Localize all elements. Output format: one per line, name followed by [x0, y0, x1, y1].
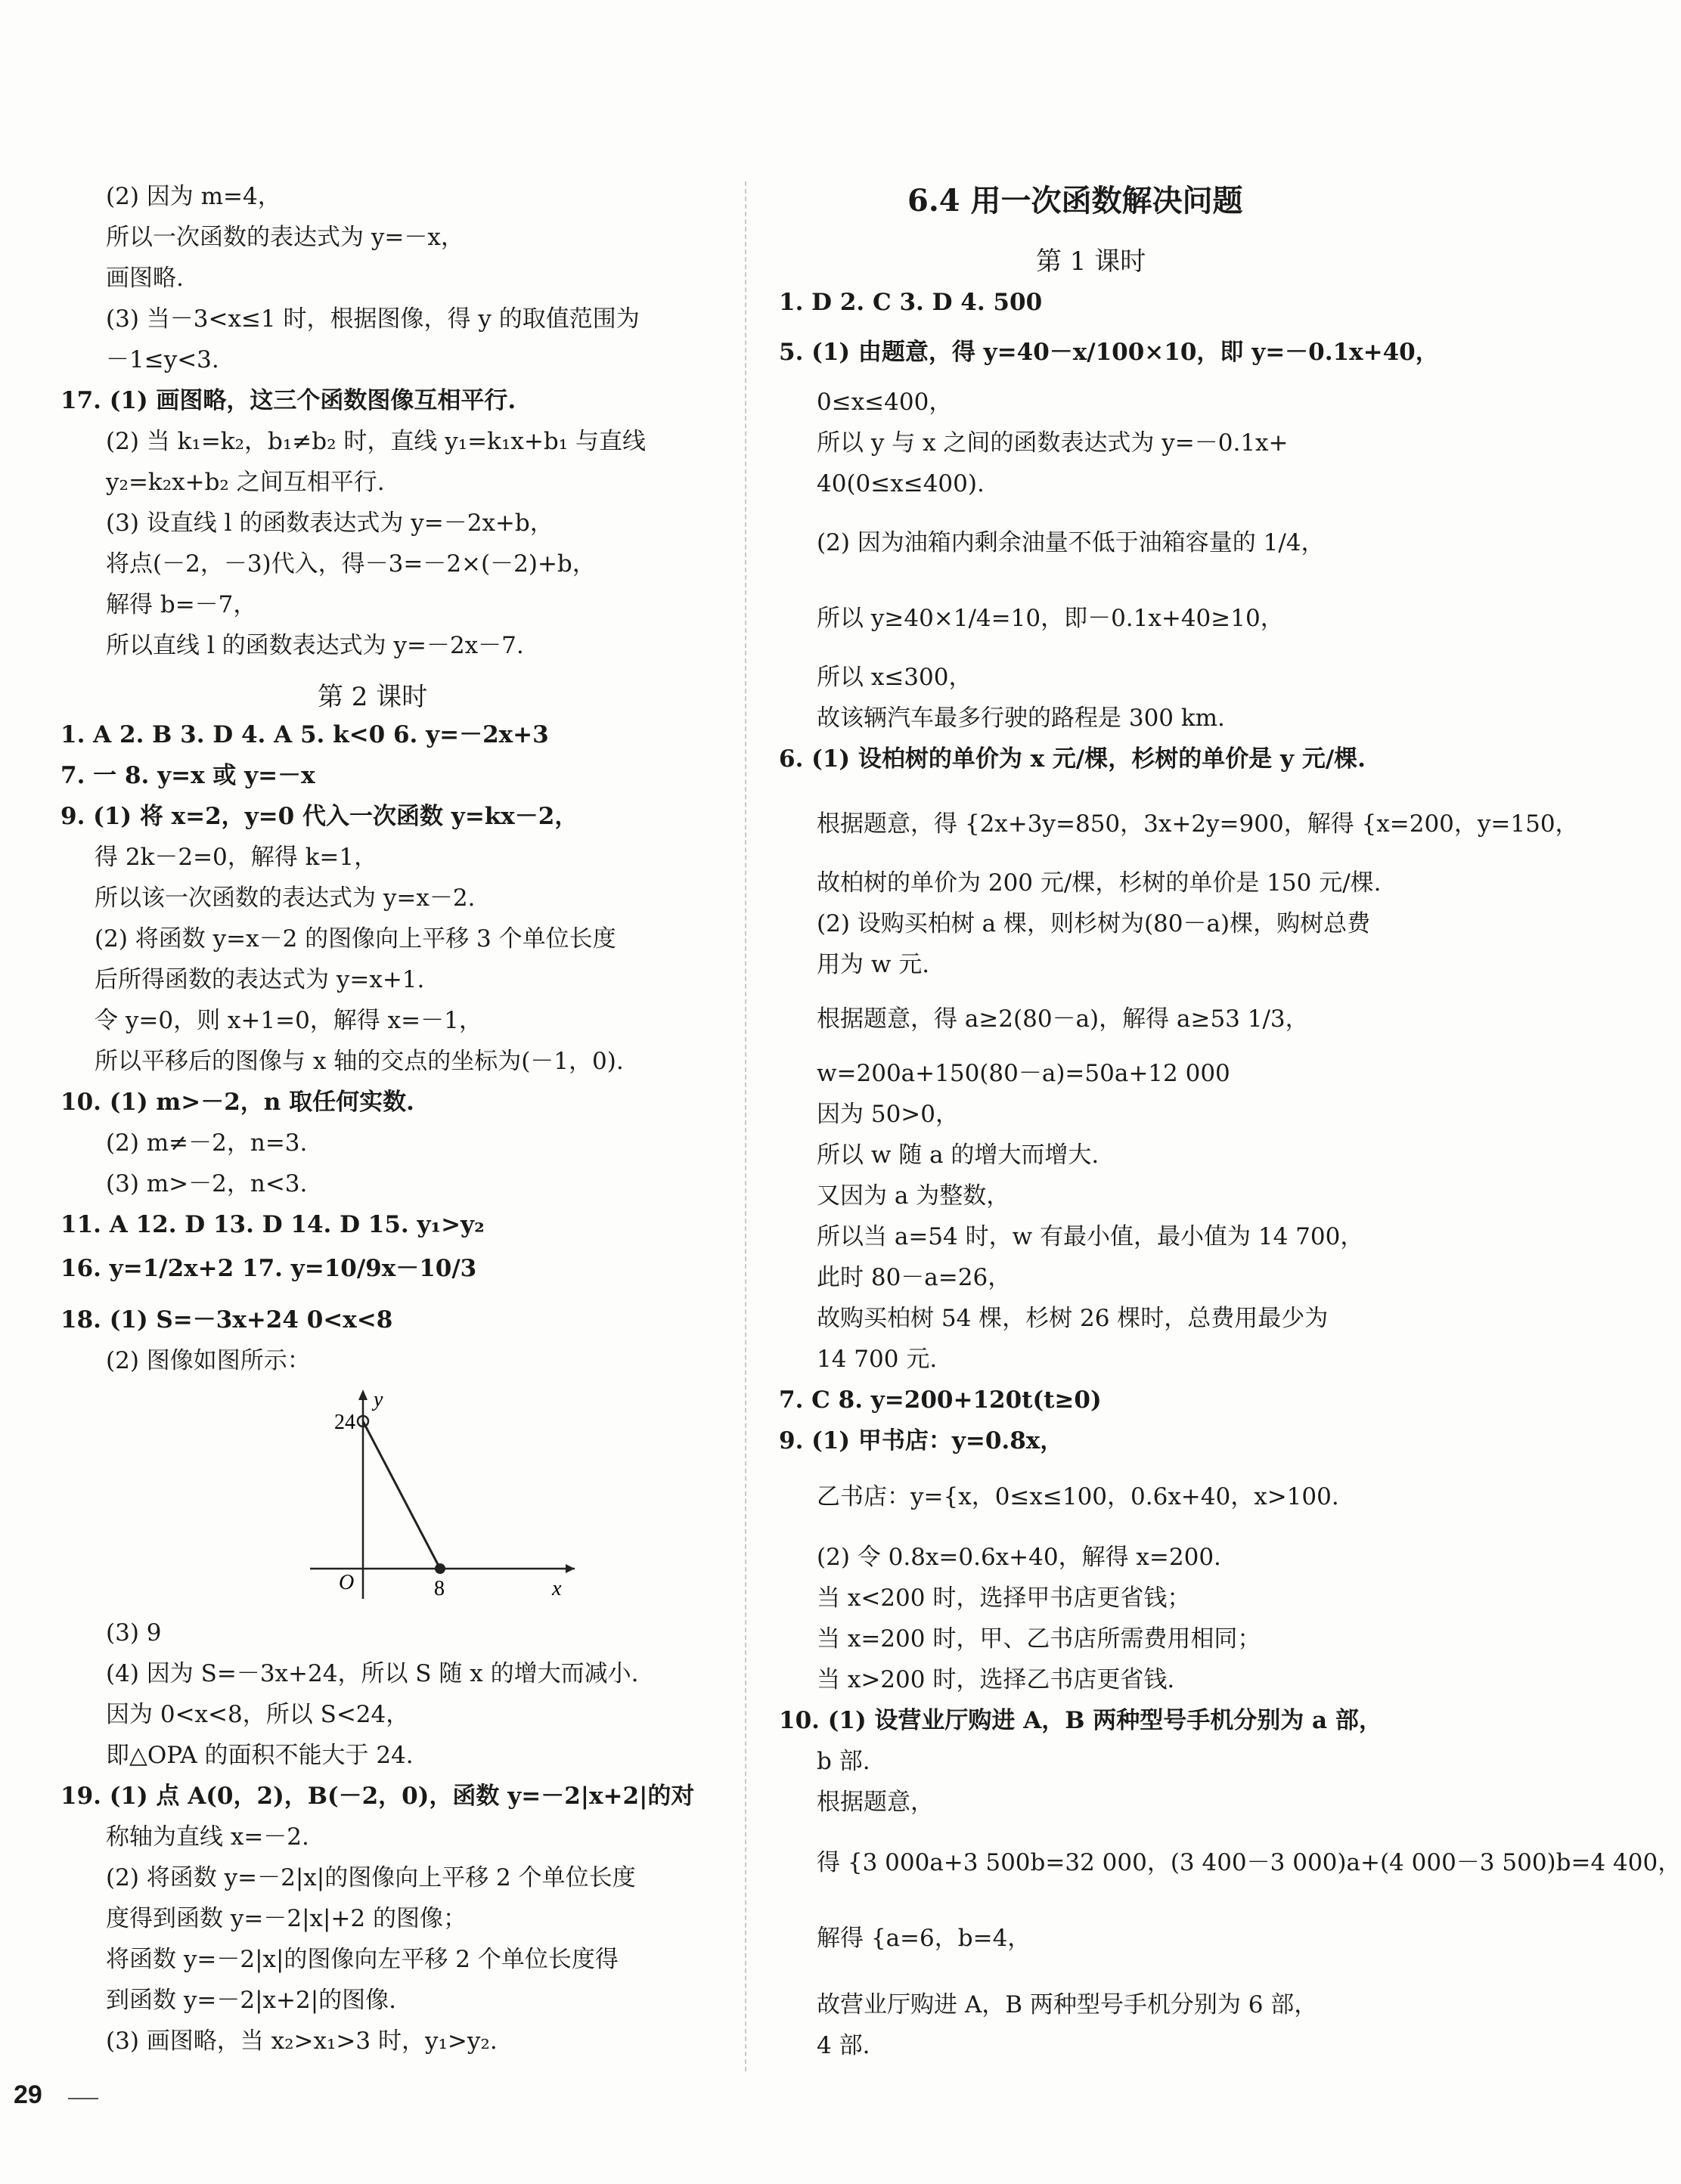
answer-line: 10. (1) m>－2，n 取任何实数. [60, 1089, 414, 1116]
origin-label: O [339, 1571, 355, 1594]
answer-line: (3) 当－3<x≤1 时，根据图像，得 y 的取值范围为 [106, 305, 640, 333]
answer-line: 故柏树的单价为 200 元/棵，杉树的单价是 150 元/棵. [817, 869, 1382, 897]
answer-line: 解得 {a=6，b=4， [817, 1925, 1031, 1952]
answer-line: 1. D 2. C 3. D 4. 500 [779, 289, 1043, 316]
answer-line: 0≤x≤400， [817, 389, 953, 416]
answer-line: 所以 w 随 a 的增大而增大. [817, 1142, 1099, 1169]
answer-line: (2) 设购买柏树 a 棵，则杉树为(80－a)棵，购树总费 [817, 910, 1371, 937]
answer-line: 将点(－2，－3)代入，得－3=－2×(－2)+b， [106, 550, 596, 578]
y-axis-label: y [374, 1388, 383, 1411]
answer-line: (2) 图像如图所示： [106, 1347, 311, 1374]
answer-line: 此时 80－a=26， [817, 1264, 1012, 1291]
answer-line: 17. (1) 画图略，这三个函数图像互相平行. [60, 387, 516, 414]
answer-line: 根据题意，得 a≥2(80－a)，解得 a≥53 1/3， [817, 1005, 1309, 1033]
answer-line: 11. A 12. D 13. D 14. D 15. y₁>y₂ [60, 1211, 485, 1238]
answer-line: 40(0≤x≤400). [817, 470, 985, 497]
answer-line: 乙书店：y={x，0≤x≤100，0.6x+40，x>100. [817, 1483, 1339, 1510]
answer-line: 9. (1) 甲书店：y=0.8x， [779, 1427, 1064, 1454]
answer-line: (2) 将函数 y=x－2 的图像向上平移 3 个单位长度 [95, 925, 616, 953]
answer-line: 根据题意， [817, 1789, 934, 1816]
answer-line: (2) 因为油箱内剩余油量不低于油箱容量的 1/4， [817, 529, 1325, 556]
answer-line: 又因为 a 为整数， [817, 1182, 1010, 1210]
answer-line: 4 部. [817, 2032, 870, 2059]
answer-line: (3) 设直线 l 的函数表达式为 y=－2x+b， [106, 510, 554, 537]
answer-line: 度得到函数 y=－2|x|+2 的图像； [106, 1905, 467, 1932]
answer-line: 当 x<200 时，选择甲书店更省钱； [817, 1585, 1191, 1612]
answer-line: (4) 因为 S=－3x+24，所以 S 随 x 的增大而减小. [106, 1660, 639, 1687]
answer-line: 所以当 a=54 时，w 有最小值，最小值为 14 700， [817, 1223, 1364, 1250]
answer-line: w=200a+150(80－a)=50a+12 000 [817, 1060, 1230, 1087]
answer-line: 故该辆汽车最多行驶的路程是 300 km. [817, 705, 1225, 732]
answer-line: 故购买柏树 54 棵，杉树 26 棵时，总费用最少为 [817, 1305, 1329, 1332]
answer-line: 16. y=1/2x+2 17. y=10/9x－10/3 [60, 1255, 477, 1282]
answer-line: 因为 50>0， [817, 1101, 959, 1128]
x-tick-label: 8 [434, 1577, 445, 1600]
answer-line: 所以直线 l 的函数表达式为 y=－2x－7. [106, 632, 524, 659]
y-axis-arrow [358, 1389, 368, 1400]
answer-line: (3) m>－2，n<3. [106, 1170, 308, 1197]
answer-line: 因为 0<x<8，所以 S<24， [106, 1701, 410, 1728]
column-divider [745, 181, 746, 2071]
answer-line: (3) 9 [106, 1619, 162, 1647]
answer-line: 1. A 2. B 3. D 4. A 5. k<0 6. y=－2x+3 [60, 721, 549, 748]
answer-line: b 部. [817, 1748, 870, 1775]
answer-line: 令 y=0，则 x+1=0，解得 x=－1， [95, 1007, 482, 1034]
answer-line: 10. (1) 设营业厅购进 A，B 两种型号手机分别为 a 部， [779, 1707, 1382, 1734]
lesson-2-title: 第 2 课时 [318, 682, 428, 712]
answer-line: 将函数 y=－2|x|的图像向左平移 2 个单位长度得 [106, 1946, 619, 1973]
answer-line: 所以 y≥40×1/4=10，即－0.1x+40≥10， [817, 605, 1284, 632]
answer-line: 到函数 y=－2|x+2|的图像. [106, 1987, 396, 2014]
page-number-dash [68, 2098, 98, 2099]
answer-line: 6. (1) 设柏树的单价为 x 元/棵，杉树的单价是 y 元/棵. [779, 745, 1366, 773]
answer-line: 用为 w 元. [817, 951, 930, 978]
point-x [435, 1563, 445, 1574]
answer-line: 9. (1) 将 x=2，y=0 代入一次函数 y=kx－2， [60, 803, 578, 830]
answer-line: 得 2k－2=0，解得 k=1， [95, 844, 378, 871]
x-axis-arrow [566, 1564, 575, 1573]
answer-line: 所以一次函数的表达式为 y=－x， [106, 224, 464, 251]
answer-line: 5. (1) 由题意，得 y=40－x/100×10，即 y=－0.1x+40， [779, 339, 1439, 366]
answer-line: 7. C 8. y=200+120t(t≥0) [779, 1386, 1102, 1414]
answer-line: 所以 y 与 x 之间的函数表达式为 y=－0.1x+ [817, 429, 1289, 457]
answer-line: 得 {3 000a+3 500b=32 000，(3 400－3 000)a+(4 000－3 500)b=4 400， [817, 1849, 1681, 1876]
answer-line: 称轴为直线 x=－2. [106, 1823, 309, 1851]
answer-line: (2) 当 k₁=k₂，b₁≠b₂ 时，直线 y₁=k₁x+b₁ 与直线 [106, 428, 646, 455]
y-tick-label: 24 [334, 1411, 355, 1434]
answer-line: 所以平移后的图像与 x 轴的交点的坐标为(－1，0). [95, 1048, 624, 1075]
segment-line [363, 1421, 440, 1569]
lesson-1-title: 第 1 课时 [1036, 246, 1146, 277]
answer-line: －1≤y<3. [106, 346, 219, 373]
answer-line: 所以该一次函数的表达式为 y=x－2. [95, 884, 476, 912]
answer-line: 解得 b=－7， [106, 591, 257, 618]
answer-line: (3) 画图略，当 x₂>x₁>3 时，y₁>y₂. [106, 2028, 498, 2055]
answer-line: 14 700 元. [817, 1346, 938, 1373]
answer-line: 当 x>200 时，选择乙书店更省钱. [817, 1666, 1175, 1693]
answer-line: 即△OPA 的面积不能大于 24. [106, 1742, 414, 1769]
answer-line: 后所得函数的表达式为 y=x+1. [95, 966, 425, 993]
answer-line: 当 x=200 时，甲、乙书店所需费用相同； [817, 1625, 1261, 1653]
answer-line: (2) 将函数 y=－2|x|的图像向上平移 2 个单位长度 [106, 1864, 636, 1891]
answer-line: (2) 令 0.8x=0.6x+40，解得 x=200. [817, 1544, 1221, 1571]
answer-line: y₂=k₂x+b₂ 之间互相平行. [106, 469, 385, 496]
answer-line: 18. (1) S=－3x+24 0<x<8 [60, 1306, 393, 1334]
answer-line: 所以 x≤300， [817, 664, 972, 691]
answer-line: 根据题意，得 {2x+3y=850，3x+2y=900，解得 {x=200，y=150， [817, 810, 1579, 838]
answer-line: 19. (1) 点 A(0，2)，B(－2，0)，函数 y=－2|x+2|的对 [60, 1783, 695, 1810]
answer-line: 故营业厅购进 A，B 两种型号手机分别为 6 部， [817, 1991, 1318, 2018]
answer-line: (2) m≠－2，n=3. [106, 1129, 308, 1157]
section-title: 6.4 用一次函数解决问题 [907, 183, 1243, 218]
x-axis-label: x [552, 1577, 562, 1600]
answer-line: 画图略. [106, 265, 184, 292]
page-number: 29 [14, 2080, 42, 2109]
function-graph [295, 1383, 582, 1603]
answer-line: 7. 一 8. y=x 或 y=－x [60, 762, 315, 789]
answer-line: (2) 因为 m=4， [106, 183, 281, 210]
